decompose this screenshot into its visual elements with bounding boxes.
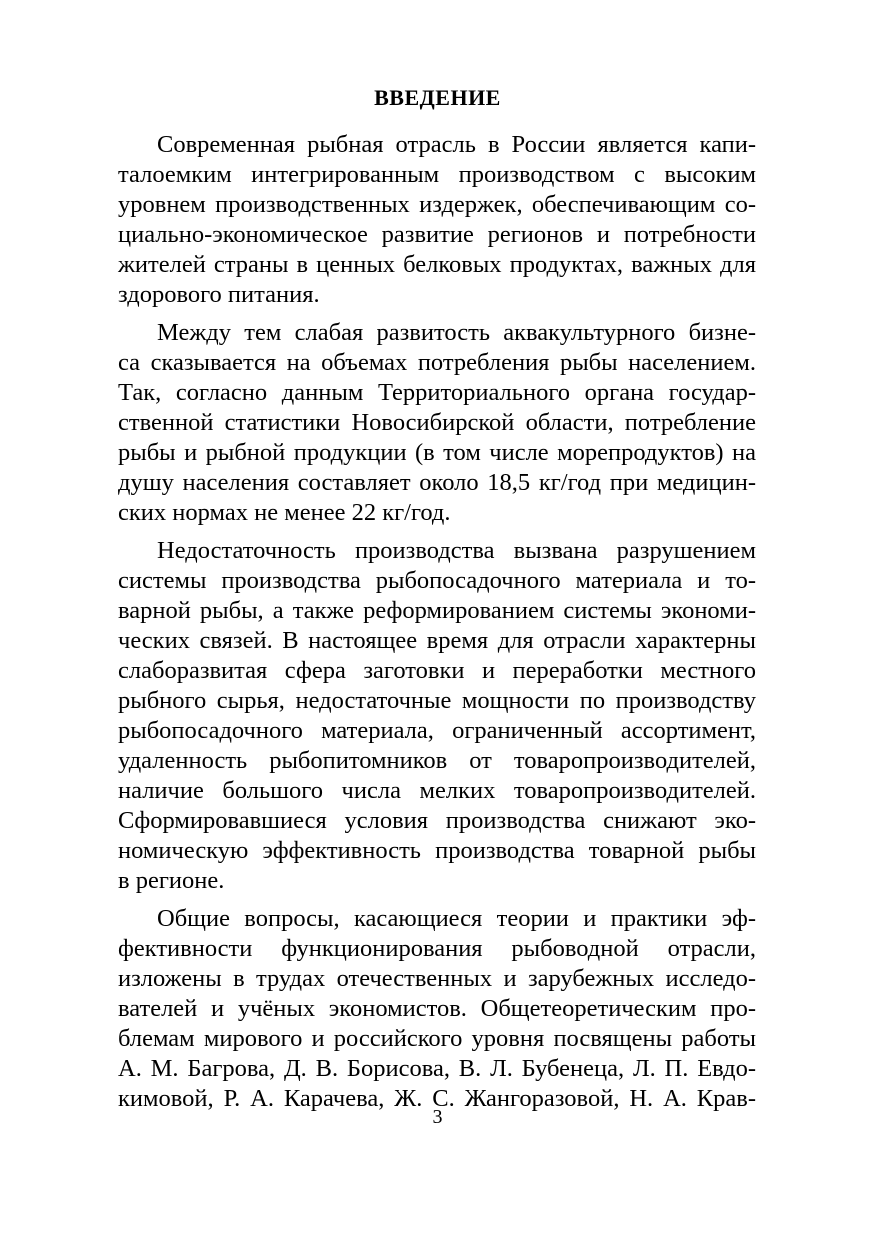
text-line: изложены в трудах отечественных и зарубежных исследо-	[118, 965, 756, 992]
paragraph-4	[118, 904, 756, 1114]
text-line: рыбопосадочного материала, ограниченный ассортимент,	[118, 717, 756, 744]
text-line: Между тем слабая развитость аквакультурного бизне-	[157, 319, 756, 346]
text-line: здорового питания.	[118, 281, 320, 308]
text-line: талоемким интегрированным производством с высоким	[118, 161, 756, 188]
paragraph-2	[118, 318, 756, 528]
paragraph-3	[118, 536, 756, 896]
text-line: варной рыбы, а также реформированием системы экономи-	[118, 597, 756, 624]
text-line: рыбного сырья, недостаточные мощности по производству	[118, 687, 756, 714]
text-line: Общие вопросы, касающиеся теории и практики эф-	[157, 905, 756, 932]
text-line: уровнем производственных издержек, обеспечивающим со-	[118, 191, 756, 218]
text-line: слаборазвитая сфера заготовки и переработки местного	[118, 657, 756, 684]
text-line: номическую эффективность производства товарной рыбы	[118, 837, 756, 864]
text-line: вателей и учёных экономистов. Общетеоретическим про-	[118, 995, 756, 1022]
text-line: системы производства рыбопосадочного материала и то-	[118, 567, 756, 594]
text-line: ческих связей. В настоящее время для отрасли характерны	[118, 627, 756, 654]
text-line: наличие большого числа мелких товаропроизводителей.	[118, 777, 756, 804]
text-line: удаленность рыбопитомников от товаропроизводителей,	[118, 747, 756, 774]
text-line: циально-экономическое развитие регионов и потребности	[118, 221, 756, 248]
text-line: фективности функционирования рыбоводной отрасли,	[118, 935, 756, 962]
text-line: Так, согласно данным Территориального органа государ-	[118, 379, 756, 406]
text-line: рыбы и рыбной продукции (в том числе морепродуктов) на	[118, 439, 756, 466]
text-line: ственной статистики Новосибирской области, потребление	[118, 409, 756, 436]
text-line: в регионе.	[118, 867, 225, 894]
text-line: жителей страны в ценных белковых продуктах, важных для	[118, 251, 756, 278]
page-number: 3	[432, 1106, 443, 1128]
text-line: Сформировавшиеся условия производства снижают эко-	[118, 807, 756, 834]
text-line: Современная рыбная отрасль в России является капи-	[157, 131, 756, 158]
text-line: кимовой, Р. А. Карачева, Ж. С. Жангоразовой, Н. А. Крав-	[118, 1085, 756, 1112]
text-line: А. М. Багрова, Д. В. Борисова, В. Л. Бубенеца, Л. П. Евдо-	[118, 1055, 756, 1082]
text-line: душу населения составляет около 18,5 кг/год при медицин-	[118, 469, 756, 496]
page-title: ВВЕДЕНИЕ	[374, 85, 501, 110]
text-line: блемам мирового и российского уровня посвящены работы	[118, 1025, 756, 1052]
text-line: Недостаточность производства вызвана разрушением	[157, 537, 756, 564]
text-line: са сказывается на объемах потребления рыбы населением.	[118, 349, 756, 376]
paragraph-1	[118, 130, 756, 310]
text-body	[118, 130, 756, 1114]
text-line: ских нормах не менее 22 кг/год.	[118, 499, 451, 526]
